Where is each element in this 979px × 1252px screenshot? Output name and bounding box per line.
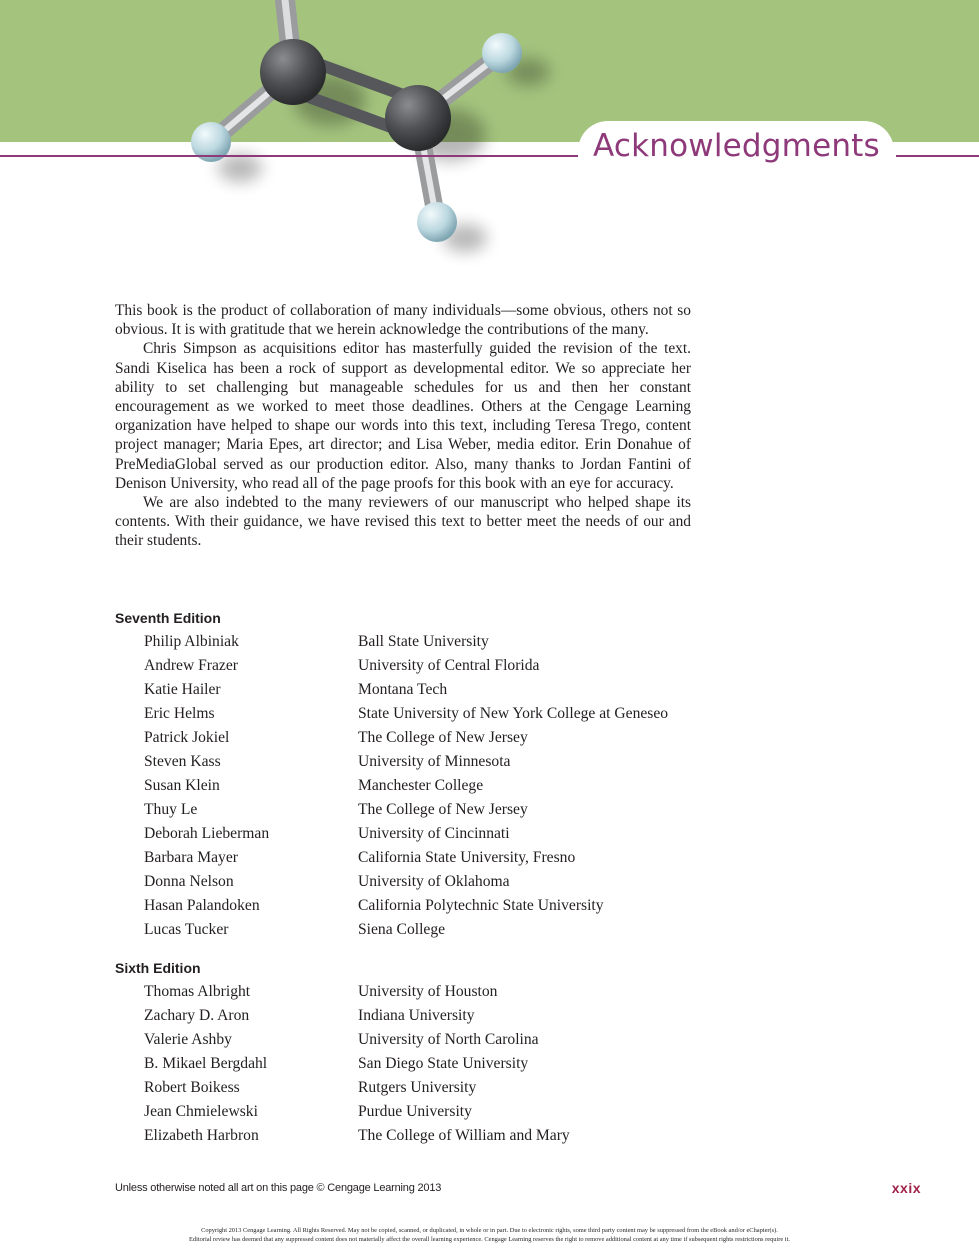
reviewer-institution: Siena College <box>358 921 446 938</box>
reviewer-name: Thuy Le <box>144 801 198 818</box>
reviewer-list <box>115 630 755 942</box>
reviewer-row <box>115 774 755 798</box>
reviewer-name: Zachary D. Aron <box>144 1007 250 1024</box>
reviewer-name: Steven Kass <box>144 753 221 770</box>
reviewer-name: Eric Helms <box>144 705 215 722</box>
reviewer-institution: University of Central Florida <box>358 657 540 674</box>
reviewer-row <box>115 894 755 918</box>
reviewer-institution: California Polytechnic State University <box>358 897 604 914</box>
reviewer-name: Elizabeth Harbron <box>144 1127 259 1144</box>
reviewer-row <box>115 1028 755 1052</box>
acknowledgment-text <box>115 301 691 551</box>
page-number: xxix <box>891 1180 921 1196</box>
paragraph: Chris Simpson as acquisitions editor has masterfully guided the revision of the text. Sandi Kiselica has been a rock of support as developmental editor. We so appreciate her ability to set challenging but manageable schedules for us and then her constant encouragement as we worked to meet those deadlines. Others at the Cengage Learning organization have helped to shape our words into this text, including Teresa Trego, content project manager; Maria Epes, art director; and Lisa Weber, media editor. Erin Donahue of PreMediaGlobal served as our production editor. Also, many thanks to Jordan Fantini of Denison University, who read all of the page proofs for this book with an eye for accuracy. <box>115 340 691 492</box>
reviewer-row <box>115 702 755 726</box>
reviewers-sixth-edition <box>115 956 755 1148</box>
reviewer-name: Lucas Tucker <box>144 921 229 938</box>
reviewer-institution: Manchester College <box>358 777 484 794</box>
reviewer-row <box>115 726 755 750</box>
reviewer-name: Valerie Ashby <box>144 1031 232 1048</box>
reviewer-institution: University of Oklahoma <box>358 873 510 890</box>
header-rule-left <box>0 155 578 157</box>
reviewer-row <box>115 1124 755 1148</box>
reviewer-row <box>115 870 755 894</box>
section-heading: Seventh Edition <box>115 610 221 626</box>
reviewer-institution: University of Minnesota <box>358 753 511 770</box>
reviewer-name: Susan Klein <box>144 777 220 794</box>
reviewer-institution: University of North Carolina <box>358 1031 539 1048</box>
page-title: Acknowledgments <box>593 128 880 164</box>
paragraph: This book is the product of collaboration of many individuals—some obvious, others not so obvious. It is with gratitude that we herein acknowledge the contributions of the many. <box>115 302 691 339</box>
paragraph: We are also indebted to the many reviewers of our manuscript who helped shape its contents. With their guidance, we have revised this text to better meet the needs of our and their students. <box>115 494 691 550</box>
reviewer-row <box>115 630 755 654</box>
copyright-line: Editorial review has deemed that any suppressed content does not materially affect the overall learning experience. Cengage Learning reserves the right to remove additional content at any time if subsequent rights restrictions require it. <box>189 1236 790 1243</box>
reviewer-row <box>115 750 755 774</box>
reviewer-institution: State University of New York College at Geneseo <box>358 705 669 722</box>
reviewer-institution: The College of William and Mary <box>358 1127 570 1144</box>
reviewer-institution: San Diego State University <box>358 1055 529 1072</box>
reviewer-row <box>115 1052 755 1076</box>
reviewer-name: Thomas Albright <box>144 983 251 1000</box>
reviewer-row <box>115 1004 755 1028</box>
reviewer-name: Hasan Palandoken <box>144 897 260 914</box>
reviewer-institution: Montana Tech <box>358 681 448 698</box>
reviewer-row <box>115 846 755 870</box>
reviewer-row <box>115 918 755 942</box>
reviewer-institution: Purdue University <box>358 1103 472 1120</box>
reviewer-institution: The College of New Jersey <box>358 729 528 746</box>
reviewer-institution: The College of New Jersey <box>358 801 528 818</box>
reviewer-row <box>115 1100 755 1124</box>
reviewer-institution: California State University, Fresno <box>358 849 576 866</box>
reviewer-name: Jean Chmielewski <box>144 1103 258 1120</box>
reviewer-institution: University of Cincinnati <box>358 825 510 842</box>
reviewer-row <box>115 1076 755 1100</box>
reviewer-list <box>115 980 755 1148</box>
copyright-notice <box>0 1226 979 1244</box>
reviewer-name: Katie Hailer <box>144 681 221 698</box>
copyright-line: Copyright 2013 Cengage Learning. All Rights Reserved. May not be copied, scanned, or duplicated, in whole or in part. Due to electronic rights, some third party content may be suppressed from the eBook and/or eChapter(s). <box>201 1227 778 1234</box>
reviewers-seventh-edition <box>115 606 755 942</box>
reviewer-name: Andrew Frazer <box>144 657 238 674</box>
reviewer-name: Deborah Lieberman <box>144 825 270 842</box>
reviewer-institution: University of Houston <box>358 983 498 1000</box>
reviewer-name: Robert Boikess <box>144 1079 240 1096</box>
reviewer-row <box>115 798 755 822</box>
reviewer-institution: Ball State University <box>358 633 489 650</box>
reviewer-name: Donna Nelson <box>144 873 234 890</box>
reviewer-name: B. Mikael Bergdahl <box>144 1055 268 1072</box>
section-heading: Sixth Edition <box>115 960 201 976</box>
reviewer-name: Barbara Mayer <box>144 849 238 866</box>
header-rule-right <box>896 155 979 157</box>
reviewer-name: Philip Albiniak <box>144 633 239 650</box>
reviewer-institution: Rutgers University <box>358 1079 477 1096</box>
art-credit: Unless otherwise noted all art on this page © Cengage Learning 2013 <box>115 1182 442 1194</box>
reviewer-row <box>115 980 755 1004</box>
reviewer-institution: Indiana University <box>358 1007 475 1024</box>
reviewer-name: Patrick Jokiel <box>144 729 230 746</box>
reviewer-row <box>115 654 755 678</box>
reviewer-row <box>115 822 755 846</box>
reviewer-row <box>115 678 755 702</box>
